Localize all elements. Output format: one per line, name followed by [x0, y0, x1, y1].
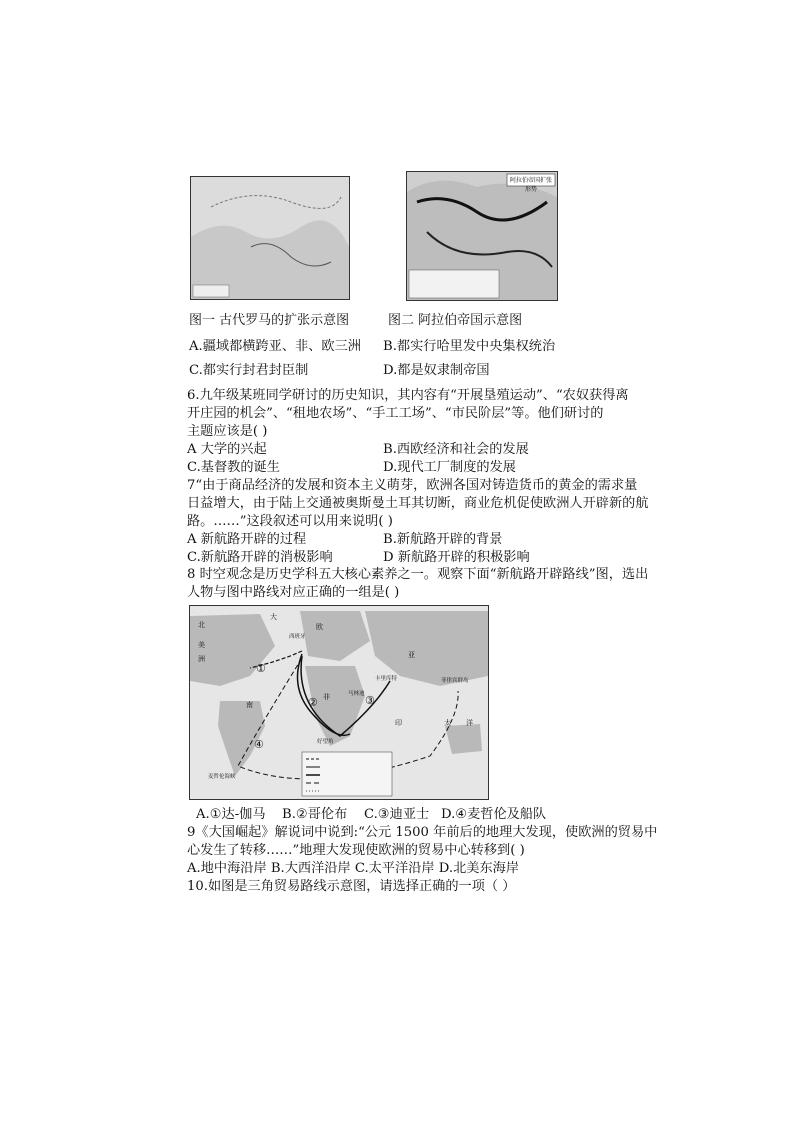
q8-stem-line-2: 人物与图中路线对应正确的一组是( ) — [187, 585, 400, 600]
q6-stem-line-2: 开庄园的机会”、“租地农场”、“手工工场”、“市民阶层”等。他们研讨的 — [187, 406, 604, 421]
sea-routes-graphic — [190, 606, 488, 799]
map-label-america-2: 洲 — [198, 655, 205, 663]
routes-legend — [302, 752, 392, 796]
q9-options: A.地中海沿岸 B.大西洋沿岸 C.太平洋沿岸 D.北美东海岸 — [187, 861, 520, 876]
route-marker-2: ② — [308, 696, 318, 709]
q7-option-d: D 新航路开辟的积极影响 — [383, 550, 530, 565]
q8-option-b: B.②哥伦布 — [282, 807, 348, 822]
q7-option-b: B.新航路开辟的背景 — [383, 532, 503, 547]
arab-empire-map — [406, 171, 558, 301]
map-label-cape: 好望角 — [317, 739, 334, 745]
map-label-malindi: 马林迪 — [348, 691, 365, 697]
map-label-pacific: 太 — [444, 719, 451, 727]
q5-option-d: D.都是奴隶制帝国 — [383, 363, 490, 378]
q5-option-c: C.都实行封君封臣制 — [189, 363, 309, 378]
map-label-north: 北 — [198, 621, 205, 629]
map-label-africa: 非 — [323, 693, 330, 701]
map-label-philippines: 菲律宾群岛 — [441, 678, 469, 684]
q9-stem-line-2: 心发生了转移……”地理大发现使欧洲的贸易中心转移到( ) — [187, 843, 525, 858]
q7-stem-line-3: 路。……”这段叙述可以用来说明( ) — [187, 514, 393, 529]
arab-map-title: 阿拉伯帝国扩张形势 — [509, 177, 552, 193]
map-label-america-1: 美 — [198, 641, 205, 649]
route-marker-1: ① — [256, 662, 266, 675]
map-label-atlantic: 大 — [270, 613, 277, 621]
q9-stem-line-1: 9《大国崛起》解说词中说到:“公元 1500 年前后的地理大发现，使欧洲的贸易中 — [187, 825, 658, 840]
q7-stem-line-1: 7“由于商品经济的发展和资本主义萌芽，欧洲各国对铸造货币的黄金的需求量 — [187, 478, 638, 493]
q6-option-d: D.现代工厂制度的发展 — [383, 460, 516, 475]
q8-option-c: C.③迪亚士 — [364, 807, 430, 822]
figure-2-caption: 图二 阿拉伯帝国示意图 — [388, 313, 523, 328]
map-label-indian: 印 — [395, 719, 402, 727]
new-sea-routes-map — [189, 605, 489, 800]
roman-map-graphic — [191, 177, 349, 299]
q6-stem-line-1: 6.九年级某班同学研讨的历史知识，其内容有“开展垦殖运动”、“农奴获得离 — [187, 388, 629, 403]
q5-option-b: B.都实行哈里发中央集权统治 — [383, 339, 556, 354]
figure-1-caption: 图一 古代罗马的扩张示意图 — [189, 313, 350, 328]
q7-option-c: C.新航路开辟的消极影响 — [187, 550, 333, 565]
q10-stem: 10.如图是三角贸易路线示意图，请选择正确的一项（ ） — [187, 879, 516, 894]
q6-option-c: C.基督教的诞生 — [187, 460, 280, 475]
q6-option-a: A 大学的兴起 — [187, 442, 267, 457]
q8-option-a: A.①达-伽马 — [196, 807, 266, 822]
q8-option-d: D.④麦哲伦及船队 — [441, 807, 547, 822]
map-label-europe: 欧 — [316, 623, 323, 631]
route-marker-4: ④ — [254, 738, 264, 751]
q7-option-a: A 新航路开辟的过程 — [187, 532, 307, 547]
map-label-south-america: 南 — [246, 701, 253, 709]
route-marker-3: ③ — [365, 694, 375, 707]
map-label-asia: 亚 — [408, 651, 415, 659]
europe-land — [300, 611, 370, 661]
q6-option-b: B.西欧经济和社会的发展 — [383, 442, 529, 457]
map-label-calicut: 卡里库特 — [375, 676, 398, 682]
australia-land — [445, 724, 482, 754]
q7-stem-line-2: 日益增大，由于陆上交通被奥斯曼土耳其切断，商业危机促使欧洲人开辟新的航 — [187, 496, 649, 511]
roman-expansion-map — [190, 176, 350, 300]
q8-stem-line-1: 8 时空观念是历史学科五大核心素养之一。观察下面“新航路开辟路线”图，选出 — [187, 567, 649, 582]
map-label-magellan-strait: 麦哲伦海峡 — [208, 774, 236, 780]
map-label-ocean: 洋 — [466, 719, 473, 727]
q5-option-a: A.疆域都横跨亚、非、欧三洲 — [189, 339, 361, 354]
map-label-spain-portugal: 西班牙 — [289, 634, 306, 640]
q6-stem-line-3: 主题应该是( ) — [187, 424, 268, 439]
